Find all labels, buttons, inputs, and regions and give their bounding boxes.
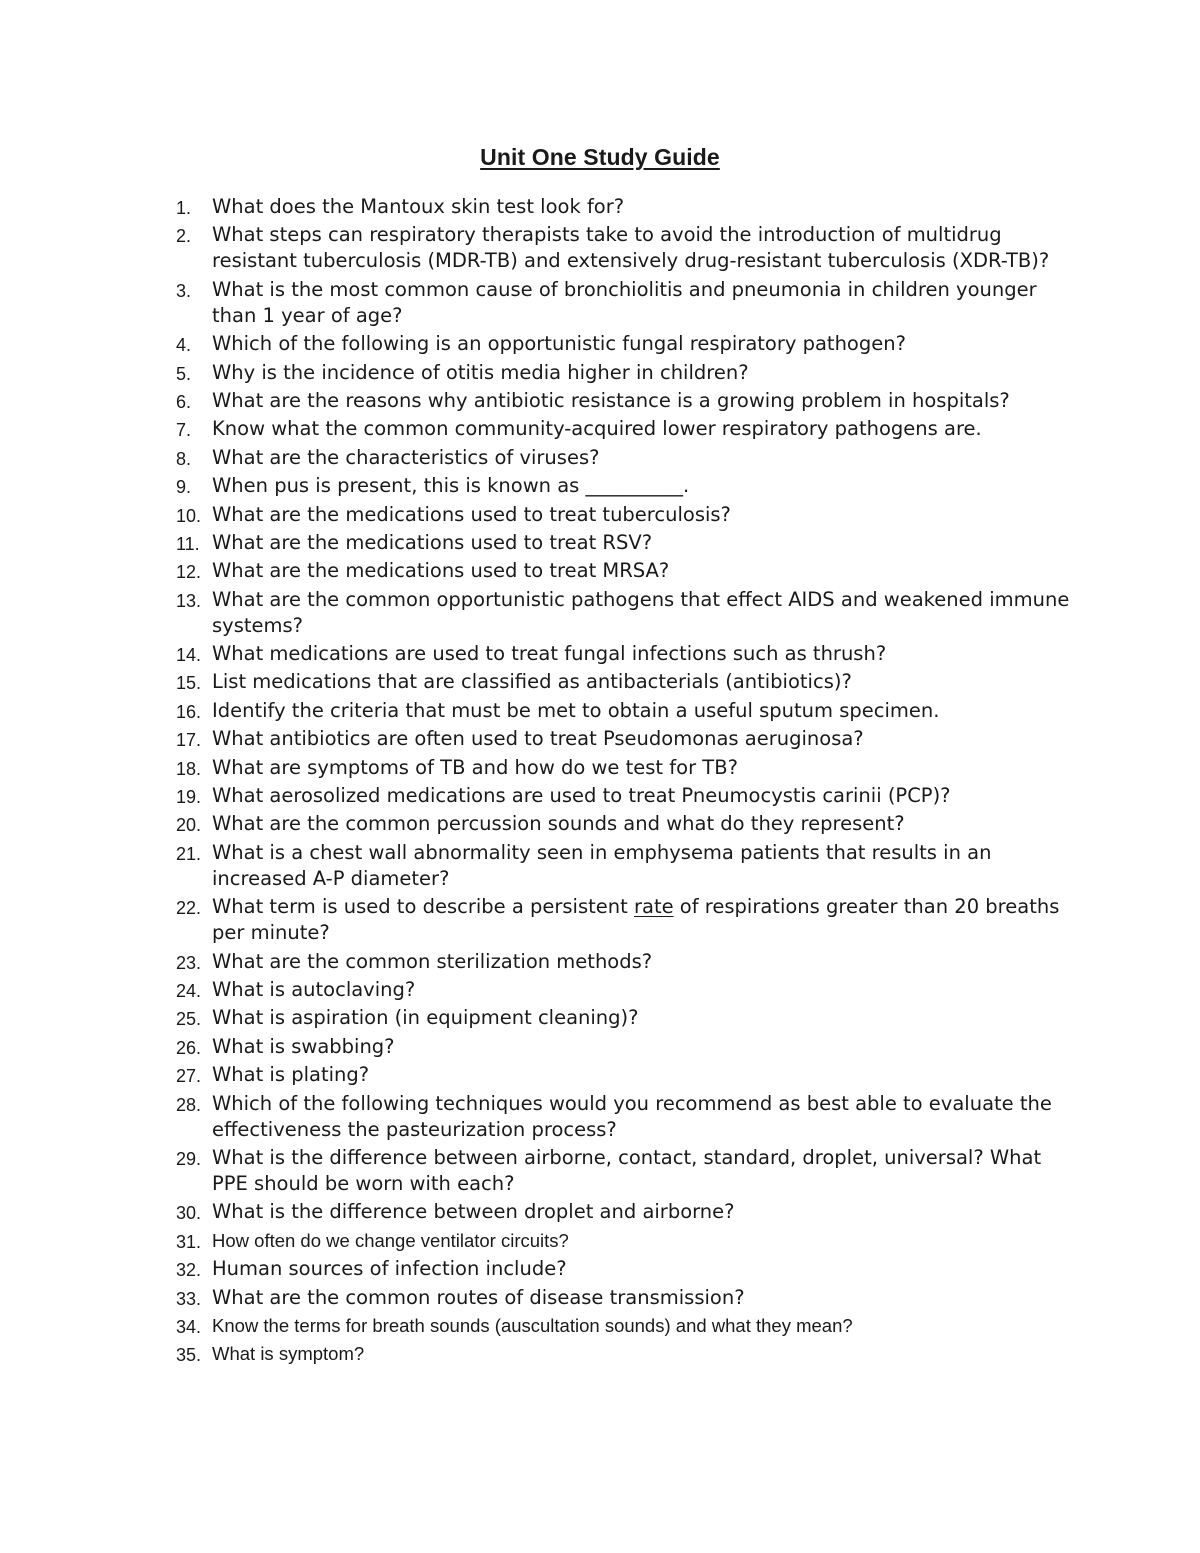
question-text: Identify the criteria that must be met to obtain a useful sputum specimen. xyxy=(212,698,940,722)
question-number: 2. xyxy=(176,226,192,247)
question-number: 31. xyxy=(176,1231,202,1252)
question-text: Which of the following is an opportunistic fungal respiratory pathogen? xyxy=(212,332,906,356)
question-text: What is a chest wall abnormality seen in emphysema patients that results in an increased A-P diameter? xyxy=(212,840,992,890)
question-number: 21. xyxy=(176,843,202,864)
question-text: What are the common sterilization methods? xyxy=(212,949,653,973)
list-item xyxy=(0,331,1200,357)
question-number: 3. xyxy=(176,280,192,301)
list-item xyxy=(0,726,1200,752)
question-text: What term is used to describe a persistent xyxy=(212,895,634,919)
question-number: 15. xyxy=(176,673,202,694)
question-text: What are the common opportunistic pathogens that effect AIDS and weakened immune systems? xyxy=(212,587,1070,637)
question-number: 10. xyxy=(176,505,202,526)
question-number: 8. xyxy=(176,448,192,469)
question-number: 19. xyxy=(176,787,202,808)
list-item xyxy=(0,698,1200,724)
list-item xyxy=(0,1256,1200,1282)
question-number: 7. xyxy=(176,420,192,441)
list-item xyxy=(0,388,1200,414)
list-item xyxy=(0,641,1200,667)
question-text: When pus is present, this is known as __________. xyxy=(212,474,690,498)
question-number: 30. xyxy=(176,1203,202,1224)
question-text: What steps can respiratory therapists take to avoid the introduction of multidrug resistant tuberculosis (MDR-TB) and extensively drug-resistant tuberculosis (XDR-TB)? xyxy=(212,223,1050,273)
question-text: Why is the incidence of otitis media higher in children? xyxy=(212,360,749,384)
list-item xyxy=(0,360,1200,386)
question-text: Which of the following techniques would you recommend as best able to evaluate the effectiveness the pasteurization process? xyxy=(212,1091,1052,1141)
list-item xyxy=(0,194,1200,220)
question-number: 20. xyxy=(176,815,202,836)
list-item xyxy=(0,949,1200,975)
list-item xyxy=(0,783,1200,809)
question-text: What is aspiration (in equipment cleaning)? xyxy=(212,1006,639,1030)
question-number: 12. xyxy=(176,562,202,583)
question-number: 17. xyxy=(176,730,202,751)
list-item xyxy=(0,1145,1200,1197)
question-text: What are the medications used to treat RSV? xyxy=(212,530,653,554)
question-text: What is the most common cause of bronchiolitis and pneumonia in children younger than 1 year of age? xyxy=(212,277,1037,327)
question-text: What is swabbing? xyxy=(212,1034,395,1058)
question-number: 28. xyxy=(176,1094,202,1115)
list-item xyxy=(0,811,1200,837)
list-item xyxy=(0,840,1200,892)
question-number: 35. xyxy=(176,1345,202,1366)
question-number: 18. xyxy=(176,758,202,779)
question-text: What are the common routes of disease transmission? xyxy=(212,1285,745,1309)
question-text: List medications that are classified as antibacterials (antibiotics)? xyxy=(212,670,852,694)
list-item xyxy=(0,277,1200,329)
list-item xyxy=(0,1005,1200,1031)
list-item xyxy=(0,1228,1200,1254)
list-item xyxy=(0,473,1200,499)
list-item xyxy=(0,416,1200,442)
question-number: 25. xyxy=(176,1009,202,1030)
question-number: 32. xyxy=(176,1260,202,1281)
question-text: What is the difference between droplet and airborne? xyxy=(212,1200,735,1224)
question-number: 14. xyxy=(176,645,202,666)
question-text: What does the Mantoux skin test look for? xyxy=(212,195,625,218)
question-text: What medications are used to treat fungal infections such as thrush? xyxy=(212,642,887,666)
list-item xyxy=(0,1091,1200,1143)
underlined-term: rate xyxy=(633,895,674,919)
question-number: 11. xyxy=(176,533,200,554)
list-item xyxy=(0,502,1200,528)
question-text: What are the medications used to treat tuberculosis? xyxy=(212,502,731,526)
list-item xyxy=(0,587,1200,639)
list-item xyxy=(0,894,1200,946)
question-text: What is symptom? xyxy=(212,1343,365,1365)
question-text: What aerosolized medications are used to treat Pneumocystis carinii (PCP)? xyxy=(212,784,951,808)
list-item xyxy=(0,1034,1200,1060)
list-item xyxy=(0,1313,1200,1339)
question-number: 16. xyxy=(176,701,202,722)
list-item xyxy=(0,755,1200,781)
question-text: What antibiotics are often used to treat Pseudomonas aeruginosa? xyxy=(212,727,864,751)
list-item xyxy=(0,977,1200,1003)
question-number: 26. xyxy=(176,1037,202,1058)
question-number: 23. xyxy=(176,952,202,973)
question-text: Know the terms for breath sounds (auscultation sounds) and what they mean? xyxy=(212,1314,853,1336)
question-number: 27. xyxy=(176,1066,202,1087)
question-number: 33. xyxy=(176,1288,202,1309)
question-text: What are the medications used to treat MRSA? xyxy=(212,559,670,583)
list-item xyxy=(0,558,1200,584)
question-text: What is autoclaving? xyxy=(212,977,416,1001)
question-number: 24. xyxy=(176,980,202,1001)
question-list xyxy=(0,194,1200,1370)
question-number: 34. xyxy=(176,1316,202,1337)
question-text: What are the common percussion sounds and what do they represent? xyxy=(212,812,905,836)
list-item xyxy=(0,1199,1200,1225)
question-number: 6. xyxy=(176,391,192,412)
list-item xyxy=(0,669,1200,695)
list-item xyxy=(0,445,1200,471)
question-number: 22. xyxy=(176,898,202,919)
question-text: What is the difference between airborne, contact, standard, droplet, universal? What PPE should be worn with each? xyxy=(212,1145,1042,1195)
question-text: What are the reasons why antibiotic resistance is a growing problem in hospitals? xyxy=(212,388,1010,412)
question-text: Know what the common community-acquired lower respiratory pathogens are. xyxy=(212,417,982,441)
question-number: 4. xyxy=(176,335,192,356)
question-text: What are symptoms of TB and how do we test for TB? xyxy=(212,755,738,779)
list-item xyxy=(0,530,1200,556)
question-number: 13. xyxy=(176,590,202,611)
question-text: What are the characteristics of viruses? xyxy=(212,445,600,469)
question-text: Human sources of infection include? xyxy=(212,1257,567,1281)
page-title: Unit One Study Guide xyxy=(480,144,720,170)
question-text: What is plating? xyxy=(212,1063,370,1087)
question-number: 29. xyxy=(176,1148,202,1169)
list-item xyxy=(0,1341,1200,1367)
question-number: 5. xyxy=(176,363,192,384)
list-item xyxy=(0,1062,1200,1088)
question-text: How often do we change ventilator circuits? xyxy=(212,1229,569,1251)
list-item xyxy=(0,1285,1200,1311)
question-number: 9. xyxy=(176,477,192,498)
question-number: 1. xyxy=(176,198,192,218)
question-text: of respirations greater than 20 breaths per minute? xyxy=(212,895,1060,945)
list-item xyxy=(0,222,1200,274)
